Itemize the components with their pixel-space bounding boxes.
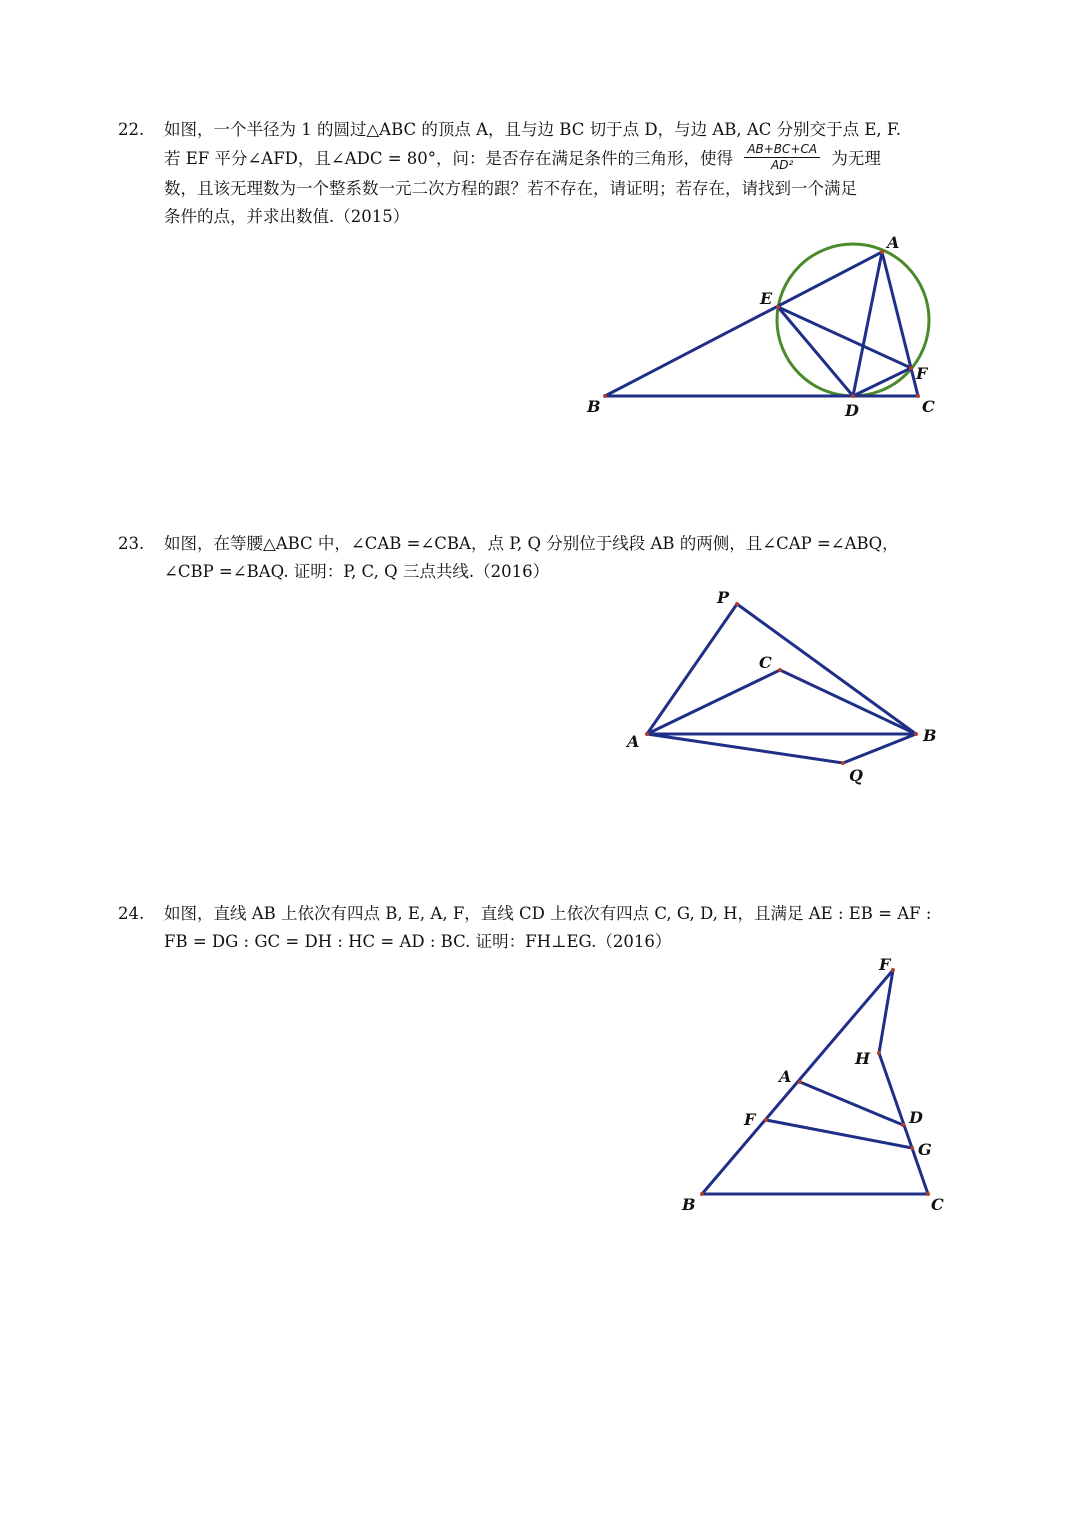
- label-D: D: [845, 401, 859, 420]
- label-A: A: [779, 1067, 792, 1086]
- text-line: 条件的点，并求出数值.（2015）: [164, 207, 410, 226]
- label-B: B: [587, 397, 601, 416]
- problem-number: 23.: [118, 534, 145, 553]
- label-C: C: [759, 653, 772, 672]
- label-E: E: [760, 289, 773, 308]
- label-H: H: [855, 1049, 871, 1068]
- label-F-top: F: [879, 955, 891, 974]
- label-Q: Q: [849, 766, 863, 785]
- text-line: FB = DG : GC = DH : HC = AD : BC. 证明：FH⊥EG.（2016）: [164, 932, 672, 951]
- text-line: 数，且该无理数为一个整系数一元二次方程的跟？若不存在，请证明；若存在，请找到一个满足: [164, 179, 857, 198]
- text-line: 如图，一个半径为 1 的圆过△ABC 的顶点 A，且与边 BC 切于点 D，与边 AB, AC 分别交于点 E, F.: [164, 120, 902, 139]
- label-C: C: [922, 397, 935, 416]
- text-line: 如图，在等腰△ABC 中，∠CAB =∠CBA，点 P, Q 分别位于线段 AB 的两侧，且∠CAP =∠ABQ，: [164, 534, 899, 553]
- point: [901, 1123, 905, 1127]
- problem-number: 24.: [118, 904, 145, 923]
- point: [910, 1146, 914, 1150]
- text-line: 如图，直线 AB 上依次有四点 B, E, A, F，直线 CD 上依次有四点 C, G, D, H，且满足 AE : EB = AF :: [164, 904, 932, 923]
- label-G: G: [918, 1140, 932, 1159]
- point: [926, 1192, 930, 1196]
- label-F: F: [916, 364, 928, 383]
- segment-BF: [702, 970, 893, 1194]
- label-F-mid: F: [744, 1110, 756, 1129]
- label-A: A: [887, 233, 900, 252]
- fraction-numerator: AB+BC+CA: [744, 142, 820, 158]
- text-fragment: 为无理: [831, 149, 881, 168]
- point: [764, 1118, 768, 1122]
- label-C: C: [931, 1195, 944, 1214]
- fraction-denominator: AD²: [771, 158, 794, 172]
- label-B: B: [923, 726, 937, 745]
- point: [877, 1051, 881, 1055]
- label-B: B: [682, 1195, 696, 1214]
- segment-EG: [766, 1120, 912, 1148]
- segment-AD: [800, 1082, 903, 1125]
- problem-number: 22.: [118, 120, 145, 139]
- text-line: ∠CBP =∠BAQ. 证明：P, C, Q 三点共线.（2016）: [164, 562, 550, 581]
- point: [891, 968, 895, 972]
- label-D: D: [909, 1108, 923, 1127]
- label-A: A: [627, 732, 640, 751]
- point: [798, 1080, 802, 1084]
- text-fragment: 若 EF 平分∠AFD，且∠ADC = 80°，问：是否存在满足条件的三角形，使得: [164, 149, 734, 168]
- point: [700, 1192, 704, 1196]
- label-P: P: [717, 588, 730, 607]
